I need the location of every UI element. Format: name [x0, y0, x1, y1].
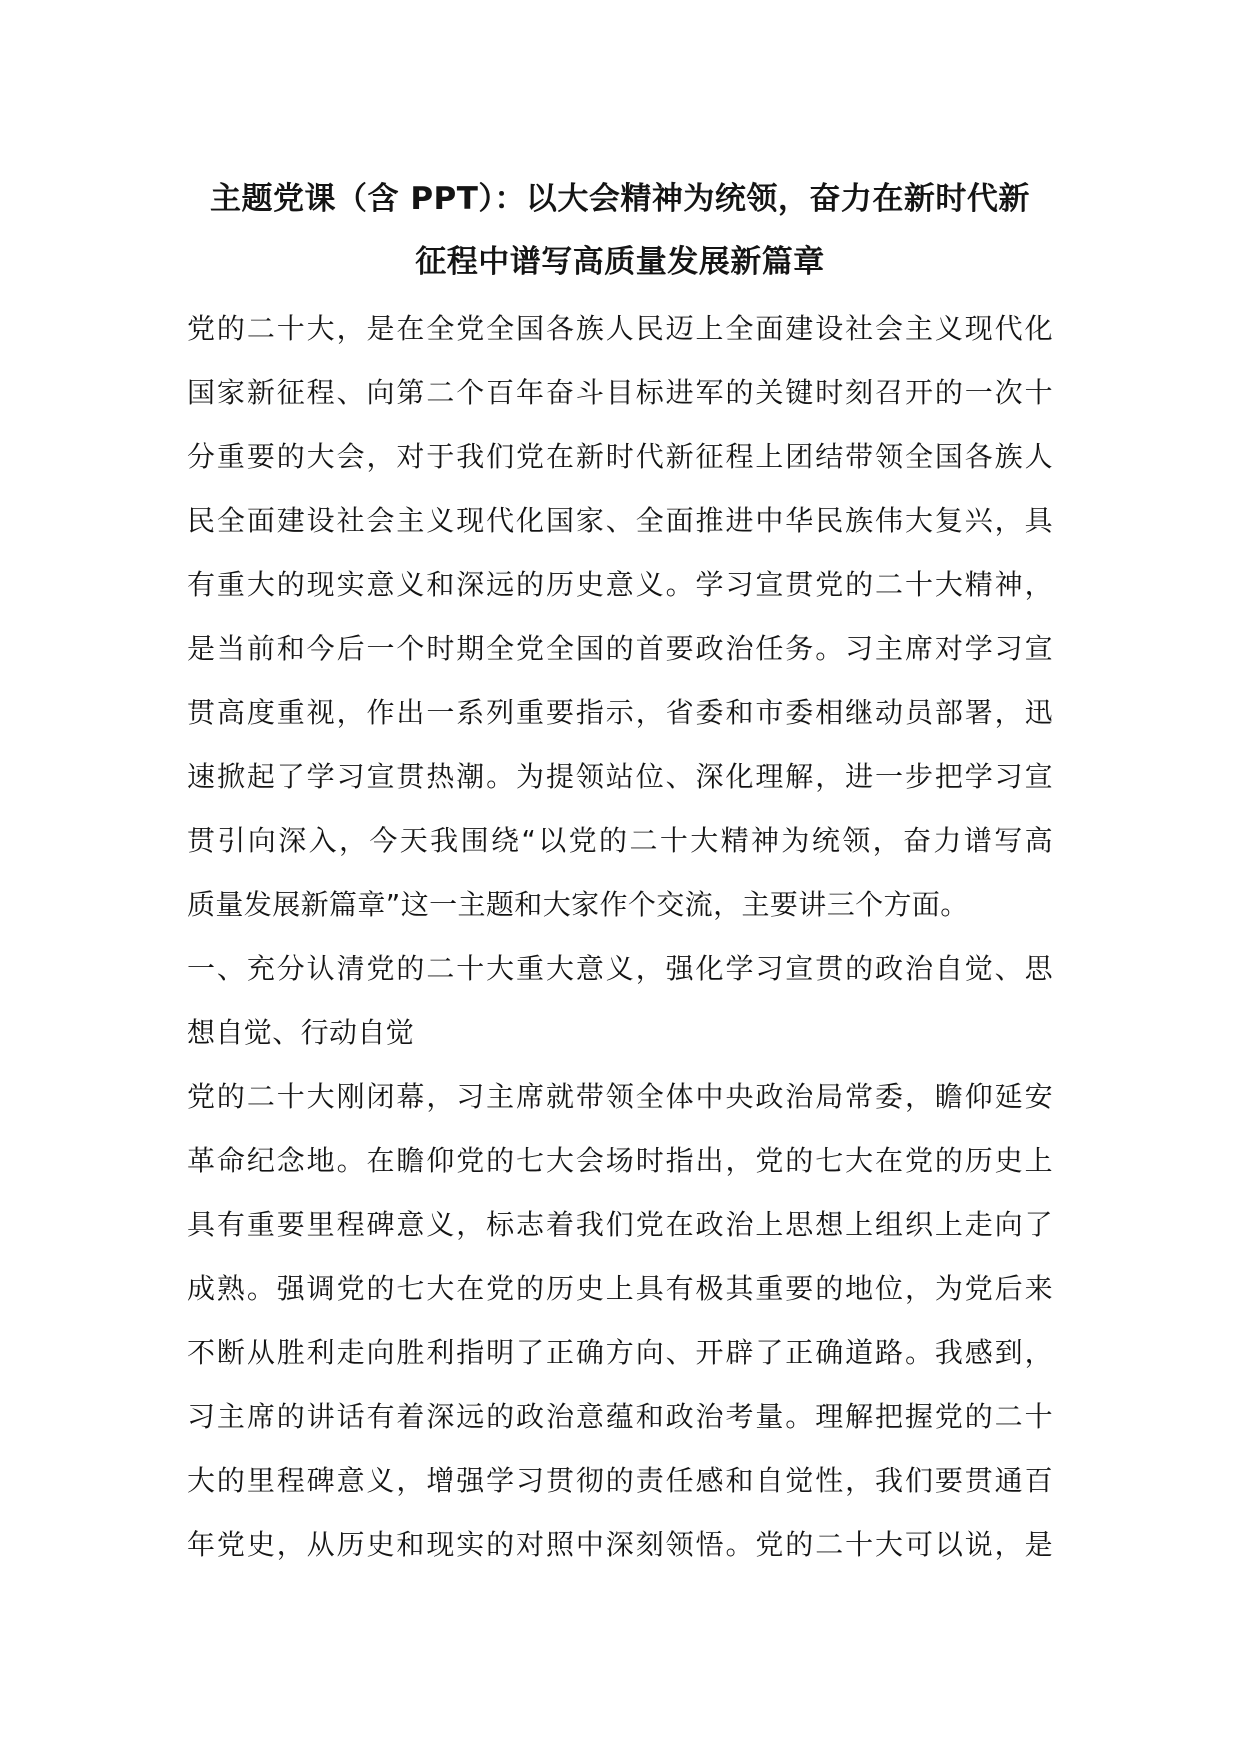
title-line: 征程中谱写高质量发展新篇章 [415, 244, 825, 280]
body-line: 贯高度重视，作出一系列重要指示，省委和市委相继动员部署，迅 [187, 696, 1053, 729]
body-line: 习主席的讲话有着深远的政治意蕴和政治考量。理解把握党的二十 [187, 1400, 1053, 1433]
body-line: 党的二十大刚闭幕，习主席就带领全体中央政治局常委，瞻仰延安 [187, 1080, 1053, 1113]
title-line: 主题党课（含 PPT）：以大会精神为统领，奋力在新时代新 [210, 181, 1030, 217]
body-line: 成熟。强调党的七大在党的历史上具有极其重要的地位，为党后来 [187, 1272, 1053, 1305]
document-title [187, 0, 1053, 294]
body-line: 具有重要里程碑意义，标志着我们党在政治上思想上组织上走向了 [187, 1208, 1053, 1241]
body-line: 党的二十大，是在全党全国各族人民迈上全面建设社会主义现代化 [187, 312, 1053, 345]
body-line: 年党史，从历史和现实的对照中深刻领悟。党的二十大可以说，是 [187, 1528, 1053, 1561]
body-line: 民全面建设社会主义现代化国家、全面推进中华民族伟大复兴，具 [187, 504, 1053, 537]
body-line: 是当前和今后一个时期全党全国的首要政治任务。习主席对学习宣 [187, 632, 1053, 665]
body-line: 贯引向深入，今天我围绕“以党的二十大精神为统领，奋力谱写高 [187, 824, 1053, 857]
document-page [187, 0, 1053, 1754]
body-line: 分重要的大会，对于我们党在新时代新征程上团结带领全国各族人 [187, 440, 1053, 473]
body-line: 速掀起了学习宣贯热潮。为提领站位、深化理解，进一步把学习宣 [187, 760, 1053, 793]
body-line: 革命纪念地。在瞻仰党的七大会场时指出，党的七大在党的历史上 [187, 1144, 1053, 1177]
body-line: 不断从胜利走向胜利指明了正确方向、开辟了正确道路。我感到， [187, 1336, 1053, 1369]
section-heading-line: 想自觉、行动自觉 [187, 1016, 415, 1049]
document-body [187, 297, 1053, 1577]
body-line: 有重大的现实意义和深远的历史意义。学习宣贯党的二十大精神， [187, 568, 1053, 601]
body-line: 大的里程碑意义，增强学习贯彻的责任感和自觉性，我们要贯通百 [187, 1464, 1053, 1497]
section-heading-line: 一、充分认清党的二十大重大意义，强化学习宣贯的政治自觉、思 [187, 952, 1053, 985]
body-line: 质量发展新篇章”这一主题和大家作个交流，主要讲三个方面。 [187, 888, 969, 921]
body-line: 国家新征程、向第二个百年奋斗目标进军的关键时刻召开的一次十 [187, 376, 1053, 409]
